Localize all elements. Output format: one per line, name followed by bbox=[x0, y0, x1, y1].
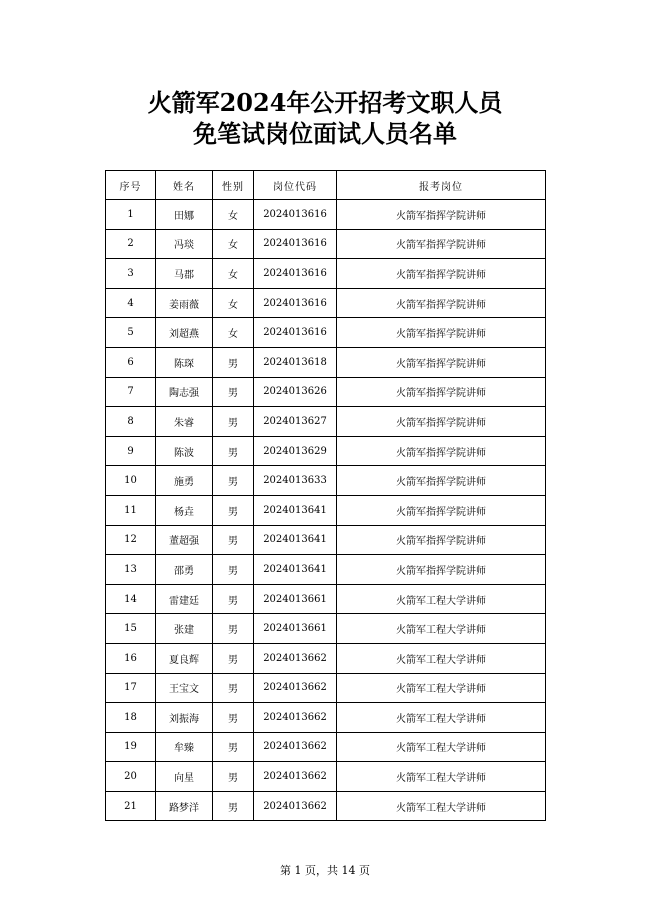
table-row bbox=[106, 791, 546, 821]
cell-name: 陈波 bbox=[156, 436, 213, 466]
cell-position-code: 2024013616 bbox=[254, 318, 337, 348]
cell-position-code: 2024013662 bbox=[254, 703, 337, 733]
cell-position-code: 2024013633 bbox=[254, 466, 337, 496]
header-position-code: 岗位代码 bbox=[254, 171, 337, 200]
cell-gender: 男 bbox=[213, 407, 254, 437]
cell-applied-position: 火箭军指挥学院讲师 bbox=[337, 495, 546, 525]
table-row bbox=[106, 407, 546, 437]
table-row bbox=[106, 259, 546, 289]
cell-name: 雷建廷 bbox=[156, 584, 213, 614]
cell-name: 施勇 bbox=[156, 466, 213, 496]
table-row bbox=[106, 200, 546, 230]
cell-position-code: 2024013626 bbox=[254, 377, 337, 407]
cell-applied-position: 火箭军指挥学院讲师 bbox=[337, 555, 546, 585]
table-row bbox=[106, 673, 546, 703]
cell-name: 姜雨薇 bbox=[156, 288, 213, 318]
cell-name: 路梦洋 bbox=[156, 791, 213, 821]
cell-name: 陶志强 bbox=[156, 377, 213, 407]
cell-serial-number: 14 bbox=[106, 584, 156, 614]
cell-serial-number: 5 bbox=[106, 318, 156, 348]
header-applied-position: 报考岗位 bbox=[337, 171, 546, 200]
cell-gender: 女 bbox=[213, 318, 254, 348]
table-row bbox=[106, 377, 546, 407]
document-title-line2: 免笔试岗位面试人员名单 bbox=[193, 119, 457, 148]
cell-name: 田娜 bbox=[156, 200, 213, 230]
cell-name: 王宝文 bbox=[156, 673, 213, 703]
cell-applied-position: 火箭军指挥学院讲师 bbox=[337, 407, 546, 437]
cell-serial-number: 6 bbox=[106, 347, 156, 377]
cell-applied-position: 火箭军指挥学院讲师 bbox=[337, 377, 546, 407]
cell-name: 陈琛 bbox=[156, 347, 213, 377]
cell-name: 冯琰 bbox=[156, 229, 213, 259]
cell-position-code: 2024013618 bbox=[254, 347, 337, 377]
cell-name: 刘振海 bbox=[156, 703, 213, 733]
cell-applied-position: 火箭军工程大学讲师 bbox=[337, 643, 546, 673]
cell-applied-position: 火箭军指挥学院讲师 bbox=[337, 347, 546, 377]
cell-serial-number: 3 bbox=[106, 259, 156, 289]
table-row bbox=[106, 495, 546, 525]
cell-position-code: 2024013662 bbox=[254, 673, 337, 703]
cell-applied-position: 火箭军指挥学院讲师 bbox=[337, 466, 546, 496]
table-row bbox=[106, 762, 546, 792]
cell-position-code: 2024013616 bbox=[254, 288, 337, 318]
cell-serial-number: 4 bbox=[106, 288, 156, 318]
cell-applied-position: 火箭军工程大学讲师 bbox=[337, 703, 546, 733]
cell-serial-number: 19 bbox=[106, 732, 156, 762]
cell-name: 杨垚 bbox=[156, 495, 213, 525]
cell-position-code: 2024013662 bbox=[254, 791, 337, 821]
cell-position-code: 2024013662 bbox=[254, 732, 337, 762]
cell-position-code: 2024013662 bbox=[254, 762, 337, 792]
cell-applied-position: 火箭军工程大学讲师 bbox=[337, 614, 546, 644]
cell-gender: 男 bbox=[213, 762, 254, 792]
cell-gender: 男 bbox=[213, 495, 254, 525]
cell-gender: 男 bbox=[213, 377, 254, 407]
cell-gender: 男 bbox=[213, 555, 254, 585]
cell-serial-number: 17 bbox=[106, 673, 156, 703]
cell-position-code: 2024013629 bbox=[254, 436, 337, 466]
cell-position-code: 2024013641 bbox=[254, 555, 337, 585]
cell-applied-position: 火箭军指挥学院讲师 bbox=[337, 318, 546, 348]
cell-serial-number: 15 bbox=[106, 614, 156, 644]
cell-position-code: 2024013661 bbox=[254, 614, 337, 644]
cell-applied-position: 火箭军指挥学院讲师 bbox=[337, 288, 546, 318]
table-row bbox=[106, 466, 546, 496]
cell-gender: 男 bbox=[213, 525, 254, 555]
cell-position-code: 2024013662 bbox=[254, 643, 337, 673]
cell-applied-position: 火箭军指挥学院讲师 bbox=[337, 525, 546, 555]
cell-serial-number: 10 bbox=[106, 466, 156, 496]
cell-gender: 男 bbox=[213, 643, 254, 673]
table-row bbox=[106, 229, 546, 259]
cell-name: 董超强 bbox=[156, 525, 213, 555]
cell-serial-number: 21 bbox=[106, 791, 156, 821]
table-row bbox=[106, 525, 546, 555]
cell-name: 马郡 bbox=[156, 259, 213, 289]
cell-gender: 男 bbox=[213, 673, 254, 703]
cell-serial-number: 1 bbox=[106, 200, 156, 230]
cell-serial-number: 20 bbox=[106, 762, 156, 792]
cell-applied-position: 火箭军工程大学讲师 bbox=[337, 762, 546, 792]
cell-applied-position: 火箭军工程大学讲师 bbox=[337, 791, 546, 821]
table-row bbox=[106, 703, 546, 733]
cell-position-code: 2024013616 bbox=[254, 229, 337, 259]
cell-serial-number: 18 bbox=[106, 703, 156, 733]
header-gender: 性别 bbox=[213, 171, 254, 200]
table-body bbox=[106, 200, 546, 821]
cell-gender: 女 bbox=[213, 229, 254, 259]
cell-gender: 男 bbox=[213, 614, 254, 644]
cell-name: 朱睿 bbox=[156, 407, 213, 437]
cell-gender: 男 bbox=[213, 466, 254, 496]
cell-applied-position: 火箭军指挥学院讲师 bbox=[337, 436, 546, 466]
cell-name: 刘超燕 bbox=[156, 318, 213, 348]
cell-position-code: 2024013616 bbox=[254, 200, 337, 230]
interview-roster-table bbox=[105, 170, 546, 821]
cell-applied-position: 火箭军指挥学院讲师 bbox=[337, 200, 546, 230]
header-name: 姓名 bbox=[156, 171, 213, 200]
page-number-footer: 第 1 页，共 14 页 bbox=[280, 864, 370, 877]
cell-serial-number: 12 bbox=[106, 525, 156, 555]
cell-applied-position: 火箭军指挥学院讲师 bbox=[337, 229, 546, 259]
cell-name: 张建 bbox=[156, 614, 213, 644]
cell-position-code: 2024013661 bbox=[254, 584, 337, 614]
cell-position-code: 2024013641 bbox=[254, 495, 337, 525]
cell-position-code: 2024013641 bbox=[254, 525, 337, 555]
cell-gender: 女 bbox=[213, 200, 254, 230]
cell-name: 邵勇 bbox=[156, 555, 213, 585]
cell-gender: 男 bbox=[213, 584, 254, 614]
cell-applied-position: 火箭军指挥学院讲师 bbox=[337, 259, 546, 289]
cell-name: 夏良辉 bbox=[156, 643, 213, 673]
cell-name: 向星 bbox=[156, 762, 213, 792]
cell-serial-number: 11 bbox=[106, 495, 156, 525]
cell-gender: 女 bbox=[213, 259, 254, 289]
document-title-line1: 火箭军2024年公开招考文职人员 bbox=[147, 88, 503, 117]
cell-gender: 男 bbox=[213, 791, 254, 821]
table-row bbox=[106, 614, 546, 644]
cell-serial-number: 2 bbox=[106, 229, 156, 259]
table-row bbox=[106, 347, 546, 377]
cell-position-code: 2024013616 bbox=[254, 259, 337, 289]
cell-name: 牟臻 bbox=[156, 732, 213, 762]
cell-gender: 男 bbox=[213, 732, 254, 762]
cell-applied-position: 火箭军工程大学讲师 bbox=[337, 673, 546, 703]
cell-serial-number: 8 bbox=[106, 407, 156, 437]
cell-serial-number: 13 bbox=[106, 555, 156, 585]
cell-applied-position: 火箭军工程大学讲师 bbox=[337, 584, 546, 614]
cell-gender: 男 bbox=[213, 436, 254, 466]
cell-gender: 女 bbox=[213, 288, 254, 318]
cell-serial-number: 16 bbox=[106, 643, 156, 673]
table-row bbox=[106, 318, 546, 348]
table-row bbox=[106, 643, 546, 673]
table-row bbox=[106, 555, 546, 585]
cell-applied-position: 火箭军工程大学讲师 bbox=[337, 732, 546, 762]
cell-serial-number: 7 bbox=[106, 377, 156, 407]
cell-serial-number: 9 bbox=[106, 436, 156, 466]
cell-gender: 男 bbox=[213, 703, 254, 733]
table-row bbox=[106, 436, 546, 466]
header-serial-number: 序号 bbox=[106, 171, 156, 200]
table-row bbox=[106, 584, 546, 614]
cell-gender: 男 bbox=[213, 347, 254, 377]
cell-position-code: 2024013627 bbox=[254, 407, 337, 437]
table-row bbox=[106, 732, 546, 762]
table-header-row bbox=[106, 171, 546, 200]
table-row bbox=[106, 288, 546, 318]
